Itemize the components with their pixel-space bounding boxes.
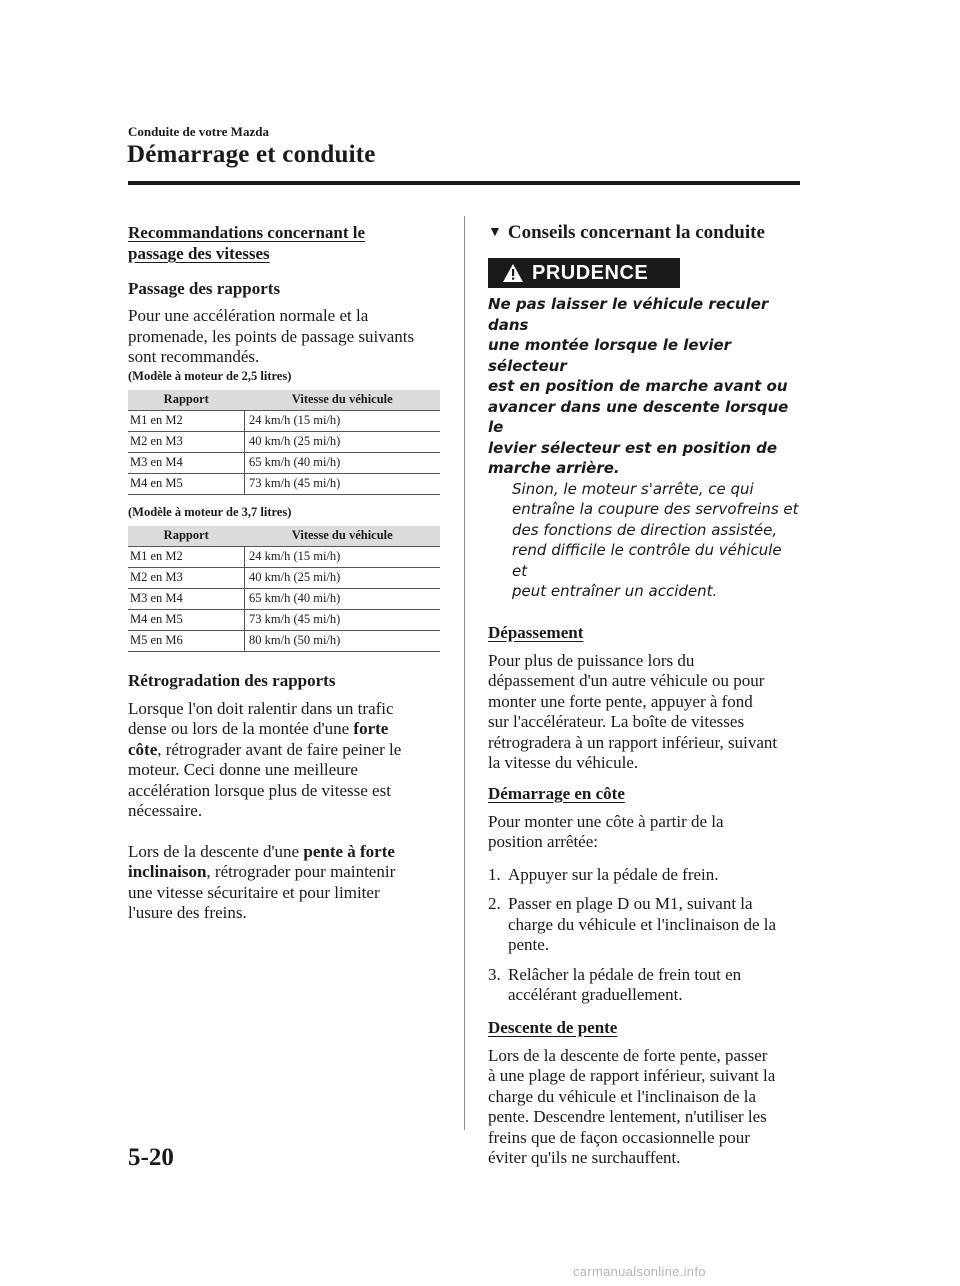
retro-para-2 [128, 842, 440, 924]
cell-gear: M1 en M2 [128, 546, 245, 567]
descente-title: Descente de pente [488, 1017, 618, 1037]
emphasis: forte [353, 719, 389, 738]
cell-gear: M1 en M2 [128, 410, 245, 431]
text-line: Lors de la descente de forte pente, passer [488, 1045, 768, 1065]
text-line: rétrogradera à un rapport inférieur, suivant [488, 732, 778, 752]
triangle-down-icon: ▼ [488, 225, 502, 240]
text-line: Appuyer sur la pédale de frein. [508, 864, 719, 884]
text-line: monter une forte pente, appuyer à fond [488, 691, 753, 711]
gear-body-line: sont recommandés. [128, 347, 260, 366]
warning-line: marche arrière. [488, 459, 620, 477]
table-row [128, 588, 440, 609]
warning-detail-line: rend difficile le contrôle du véhicule et [512, 541, 782, 580]
prudence-banner [488, 258, 680, 288]
text-line: Pour monter une côte à partir de la [488, 811, 724, 831]
column-divider [464, 216, 465, 1130]
table-row [128, 410, 440, 431]
step-number: 3. [488, 964, 501, 984]
text-line [128, 862, 440, 883]
warning-line: une montée lorsque le levier sélecteur [488, 336, 732, 375]
text-line: Passer en plage D ou M1, suivant la [508, 894, 753, 913]
left-column [128, 222, 440, 924]
right-column [488, 222, 800, 1169]
cell-gear: M2 en M3 [128, 431, 245, 452]
watermark: carmanualsonline.info [573, 1264, 706, 1279]
demarrage-title: Démarrage en côte [488, 783, 625, 803]
cell-gear: M5 en M6 [128, 630, 245, 651]
warning-detail-line: Sinon, le moteur s'arrête, ce qui [512, 479, 754, 498]
header-rule [128, 181, 800, 185]
text-line: éviter qu'ils ne surchauffent. [488, 1148, 681, 1167]
cell-speed: 73 km/h (45 mi/h) [245, 609, 441, 630]
cell-gear: M3 en M4 [128, 588, 245, 609]
table-shift-37 [128, 526, 440, 652]
list-item [488, 865, 800, 886]
table1-caption: (Modèle à moteur de 2,5 litres) [128, 368, 292, 383]
gear-title: Passage des rapports [128, 279, 281, 298]
text-line [128, 842, 440, 863]
cell-speed: 40 km/h (25 mi/h) [245, 567, 441, 588]
text-line: pente. Descendre lentement, n'utiliser les [488, 1107, 767, 1126]
text-line: position arrêtée: [488, 832, 598, 851]
step-text [508, 894, 776, 956]
table-row [128, 473, 440, 494]
warning-detail-line: des fonctions de direction assistée, [512, 520, 778, 539]
conseils-title: Conseils concernant la conduite [507, 222, 765, 243]
text-line: la vitesse du véhicule. [488, 753, 639, 772]
depassement-title: Dépassement [488, 622, 584, 642]
text-line: Pour plus de puissance lors du [488, 650, 695, 670]
step-text [508, 965, 741, 1006]
cell-speed: 24 km/h (15 mi/h) [245, 546, 441, 567]
emphasis: pente à forte [303, 841, 395, 861]
table2-caption: (Modèle à moteur de 3,7 litres) [128, 504, 292, 519]
cell-speed: 65 km/h (40 mi/h) [245, 452, 441, 473]
step-text [508, 865, 719, 886]
text-line [128, 719, 440, 740]
cell-speed: 40 km/h (25 mi/h) [245, 431, 441, 452]
list-item [488, 894, 800, 956]
cell-speed: 73 km/h (45 mi/h) [245, 473, 441, 494]
gear-body-line: Pour une accélération normale et la [128, 306, 369, 325]
rec-title-line2: passage des vitesses [128, 244, 270, 263]
text-line: l'usure des freins. [128, 903, 247, 922]
warning-line: Ne pas laisser le véhicule reculer dans [488, 295, 769, 334]
text-line: freins que de façon occasionnelle pour [488, 1127, 750, 1147]
table-row [128, 630, 440, 651]
cell-gear: M4 en M5 [128, 473, 245, 494]
prudence-label: PRUDENCE [532, 261, 649, 284]
table-row [128, 431, 440, 452]
text-line: dépassement d'un autre véhicule ou pour [488, 671, 765, 690]
cell-gear: M3 en M4 [128, 452, 245, 473]
text-line: pente. [508, 935, 550, 954]
chapter-title: Démarrage et conduite [127, 141, 376, 168]
cell-speed: 65 km/h (40 mi/h) [245, 588, 441, 609]
rec-title-line1: Recommandations concernant le [128, 223, 366, 242]
warning-icon [502, 263, 524, 283]
warning-detail-line: peut entraîner un accident. [512, 582, 718, 600]
conseils-heading [488, 222, 800, 244]
text-line: sur l'accélérateur. La boîte de vitesses [488, 712, 745, 731]
cell-gear: M4 en M5 [128, 609, 245, 630]
text-line: charge du véhicule et l'inclinaison de la [488, 1086, 757, 1106]
depassement-body [488, 651, 800, 774]
text-line [128, 740, 440, 761]
retro-title: Rétrogradation des rapports [128, 670, 336, 690]
page-number: 5-20 [128, 1144, 174, 1171]
col-header-rapport: Rapport [128, 526, 245, 547]
step-number: 1. [488, 864, 501, 884]
list-item [488, 965, 800, 1006]
demarrage-intro [488, 812, 800, 853]
col-header-vitesse: Vitesse du véhicule [245, 526, 441, 547]
cell-speed: 24 km/h (15 mi/h) [245, 410, 441, 431]
text-line: accélération lorsque plus de vitesse est [128, 780, 391, 800]
text-line: nécessaire. [128, 801, 203, 820]
table-shift-25 [128, 390, 440, 495]
retro-para-1 [128, 699, 440, 822]
table-row [128, 609, 440, 630]
table-row [128, 567, 440, 588]
col-header-vitesse: Vitesse du véhicule [245, 390, 441, 411]
text-line: moteur. Ceci donne une meilleure [128, 760, 358, 779]
warning-line: avancer dans une descente lorsque le [488, 397, 789, 436]
steps-list [488, 865, 800, 1006]
text-line: Lorsque l'on doit ralentir dans un trafic [128, 698, 394, 718]
col-header-rapport: Rapport [128, 390, 245, 411]
step-number: 2. [488, 894, 501, 913]
emphasis: inclinaison [128, 862, 207, 881]
text-line: une vitesse sécuritaire et pour limiter [128, 882, 380, 902]
text-run: Lors de la descente d'une [128, 841, 304, 861]
text-run: , rétrograder pour maintenir [206, 862, 396, 881]
gear-body-line: promenade, les points de passage suivants [128, 326, 415, 346]
text-line: accélérant graduellement. [508, 985, 683, 1004]
table-row [128, 452, 440, 473]
warning-line: est en position de marche avant ou [488, 377, 788, 395]
section-title: Conduite de votre Mazda [128, 124, 269, 139]
descente-body [488, 1046, 800, 1169]
table-row [128, 546, 440, 567]
gear-body [128, 306, 440, 368]
text-line: Relâcher la pédale de frein tout en [508, 964, 742, 984]
text-line: à une plage de rapport inférieur, suivant la [488, 1066, 776, 1085]
warning-detail-line: entraîne la coupure des servofreins et [512, 500, 799, 518]
warning-line: levier sélecteur est en position de [488, 438, 778, 457]
cell-speed: 80 km/h (50 mi/h) [245, 630, 441, 651]
warning-text [488, 294, 800, 602]
emphasis: côte [128, 739, 158, 759]
text-run: , rétrograder avant de faire peiner le [157, 739, 402, 759]
cell-gear: M2 en M3 [128, 567, 245, 588]
text-run: dense ou lors de la montée d'une [128, 719, 354, 738]
text-line: charge du véhicule et l'inclinaison de la [508, 914, 777, 934]
